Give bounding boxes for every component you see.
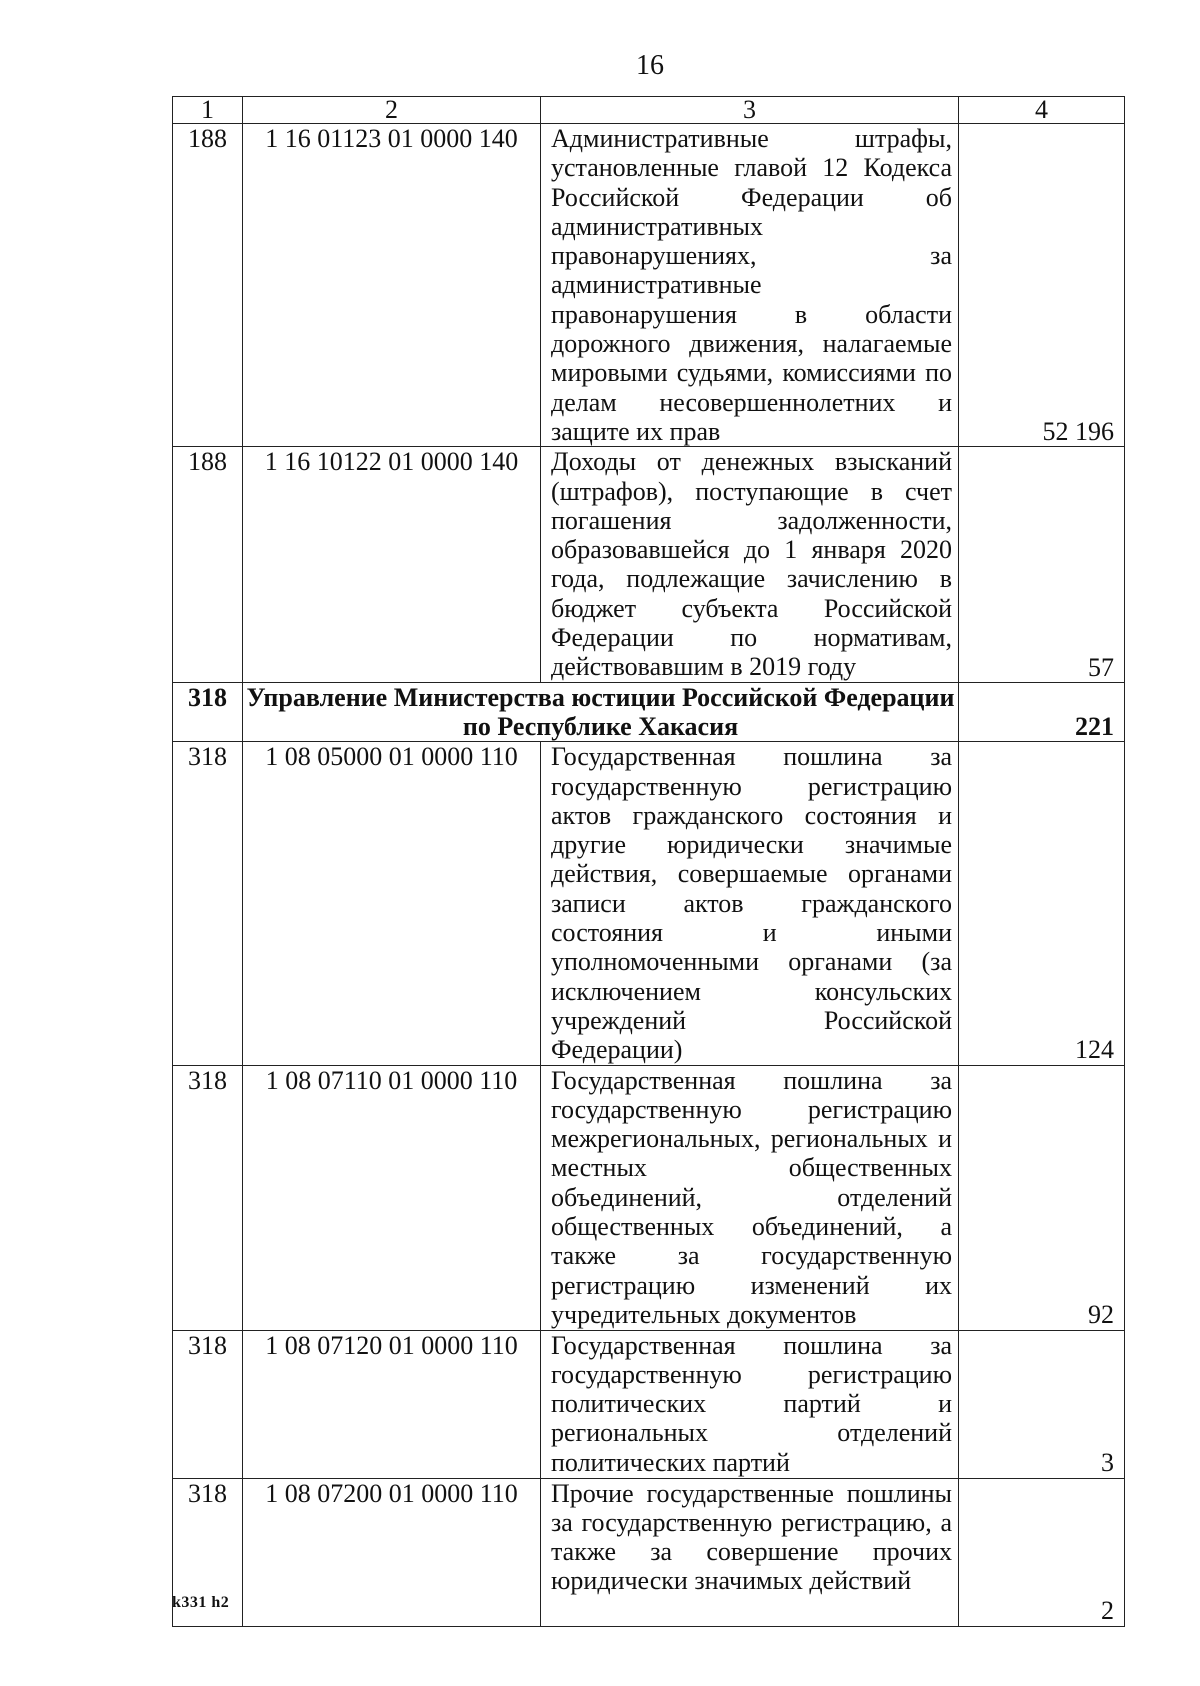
budget-code: 1 08 07120 01 0000 110 [243,1330,541,1478]
revenue-table [172,96,1125,1627]
column-number-4: 4 [959,97,1125,124]
admin-code: 318 [173,742,243,1065]
revenue-description: Доходы от денежных взысканий (штрафов), поступающие в счет погашения задолженности, образовавшейся до 1 января 2020 года, подлежащие зачислению в бюджет субъекта Российской Федерации по нормативам, действовавшим в 2019 году [541,447,959,683]
column-number-3: 3 [541,97,959,124]
budget-code: 1 16 01123 01 0000 140 [243,124,541,447]
revenue-description: Государственная пошлина за государственную регистрацию актов гражданского состояния и другие юридически значимые действия, совершаемые органами записи актов гражданского состояния и иными уполномоченными органами (за исключением консульских учреждений Российской Федерации) [541,742,959,1065]
table-row [173,742,1125,1065]
table-row [173,124,1125,447]
amount: 124 [959,742,1125,1065]
admin-code: 318 [173,1478,243,1626]
admin-code: 318 [173,1065,243,1330]
column-number-2: 2 [243,97,541,124]
admin-code: 318 [173,683,243,742]
revenue-description: Прочие государственные пошлины за государственную регистрацию, а также за совершение прочих юридически значимых действий [541,1478,959,1626]
page-number: 16 [636,50,664,81]
revenue-description: Государственная пошлина за государственную регистрацию политических партий и региональных отделений политических партий [541,1330,959,1478]
table-row [173,1330,1125,1478]
amount: 52 196 [959,124,1125,447]
column-number-1: 1 [173,97,243,124]
amount: 2 [959,1478,1125,1626]
amount: 221 [959,683,1125,742]
admin-code: 188 [173,447,243,683]
admin-code: 188 [173,124,243,447]
budget-code: 1 08 07110 01 0000 110 [243,1065,541,1330]
table-row [173,447,1125,683]
budget-code: 1 08 05000 01 0000 110 [243,742,541,1065]
revenue-description: Государственная пошлина за государственную регистрацию межрегиональных, региональных и местных общественных объединений, отделений общественных объединений, а также за государственную регистрацию изменений их учредительных документов [541,1065,959,1330]
amount: 57 [959,447,1125,683]
amount: 3 [959,1330,1125,1478]
organization-name: Управление Министерства юстиции Российской Федерации по Республике Хакасия [243,683,959,742]
table-row-organization [173,683,1125,742]
budget-code: 1 08 07200 01 0000 110 [243,1478,541,1626]
table-row [173,1478,1125,1626]
admin-code: 318 [173,1330,243,1478]
budget-code: 1 16 10122 01 0000 140 [243,447,541,683]
table-header-row [173,97,1125,124]
amount: 92 [959,1065,1125,1330]
table-row [173,1065,1125,1330]
document-stamp: k331 h2 [172,1594,230,1611]
revenue-description: Административные штрафы, установленные главой 12 Кодекса Российской Федерации об административных правонарушениях, за административные правонарушения в области дорожного движения, налагаемые мировыми судьями, комиссиями по делам несовершеннолетних и защите их прав [541,124,959,447]
